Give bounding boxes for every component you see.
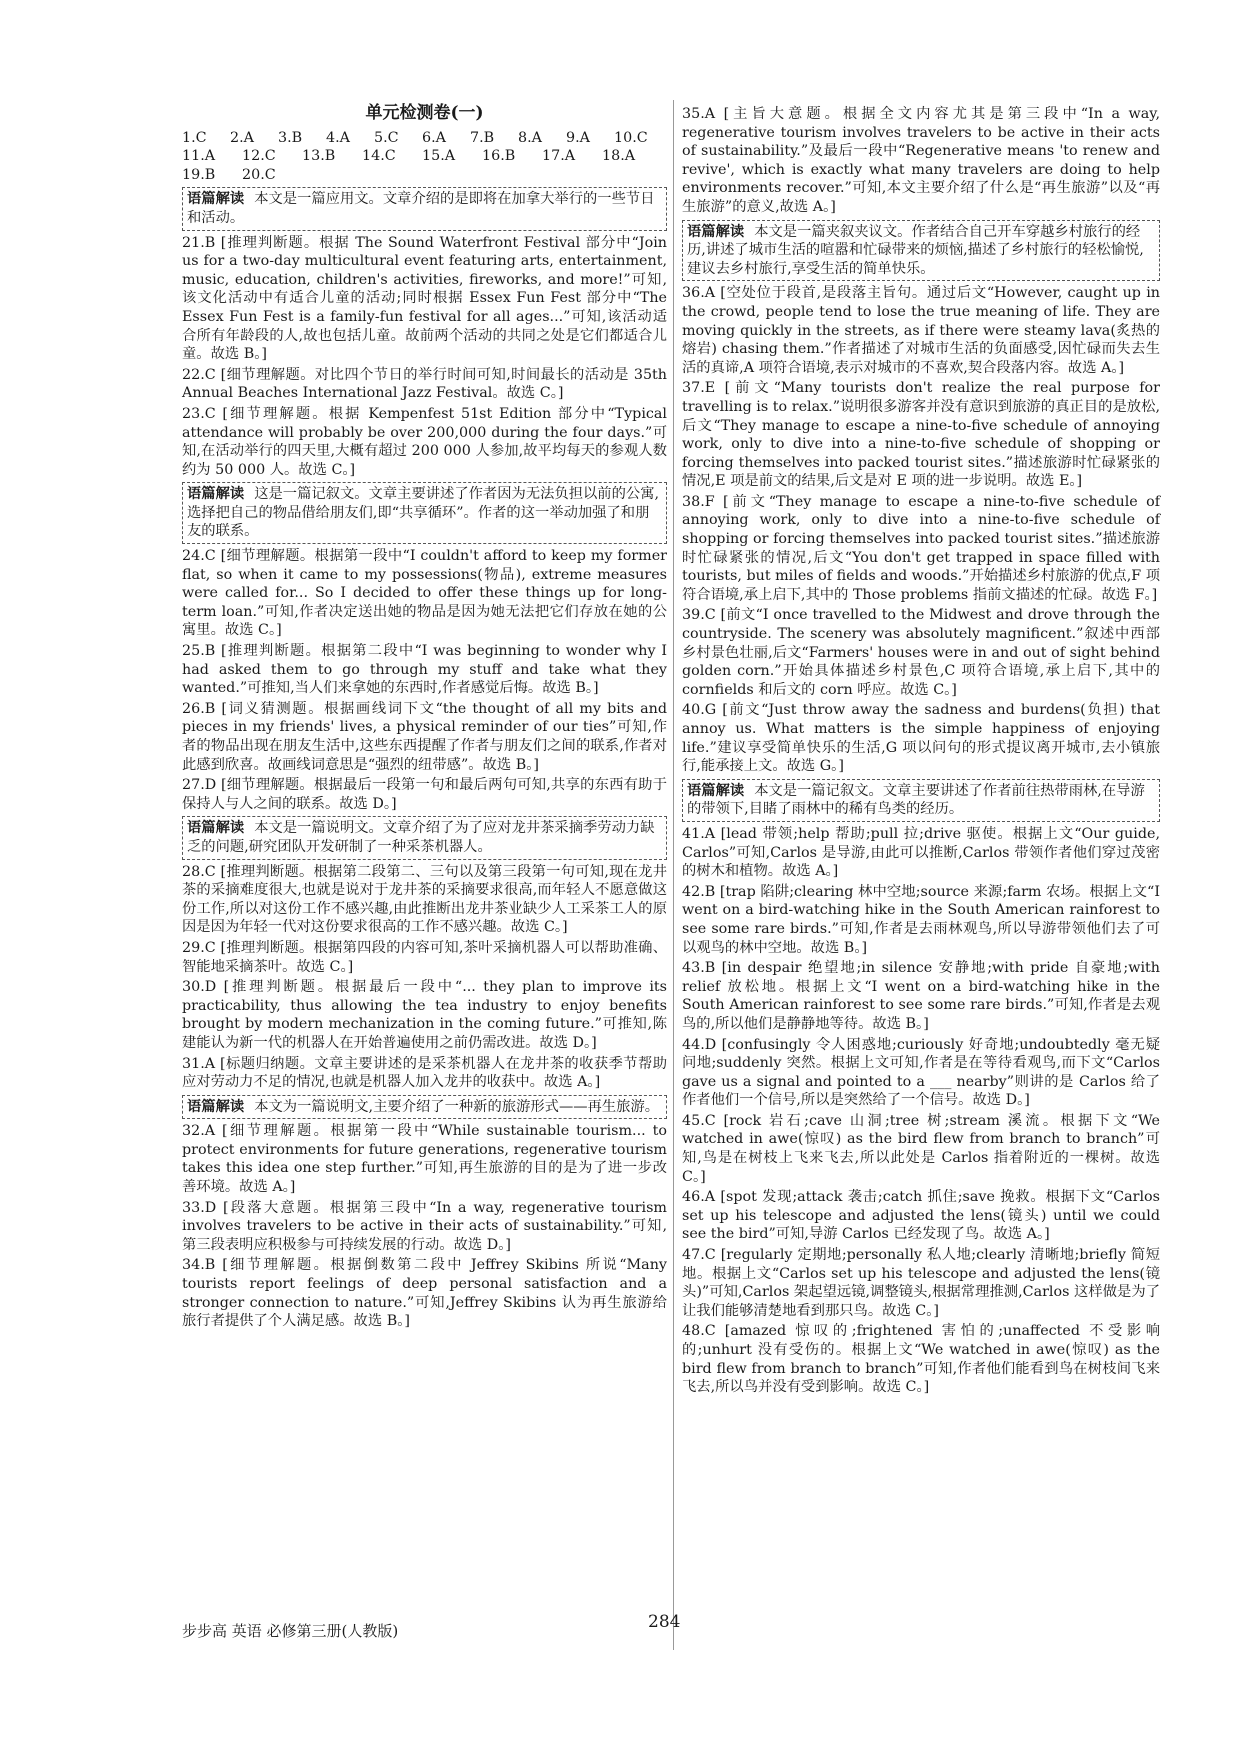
- answer: 12.C: [242, 148, 276, 165]
- passage-note: [182, 187, 667, 230]
- answer: 4.A: [326, 129, 350, 146]
- explanation-item: 44.D [confusingly 令人困惑地;curiously 好奇地;undoubtedly 毫无疑问地;suddenly 突然。根据上文可知,作者是在等待看观鸟,而下文“Carlos gave us a signal and pointed to a ___ nearby”则讲的是 Carlos 给了作者他们一个信号,所以是突然给了一个信号。故选 D。]: [682, 1036, 1160, 1109]
- passage-label: 语篇解读: [687, 223, 745, 240]
- explanation-item: 36.A [空处位于段首,是段落主旨句。通过后文“However, caught up in the crowd, people tend to lose the true meaning of life. They are moving quickly in the streets, as if there were steamy lava(炙热的熔岩) chasing them.”作者描述了对城市生活的负面感受,因忙碌而失去生活的真谛,A 项符合语境,表示对城市的不喜欢,契合段落内容。故选 A。]: [682, 285, 1160, 376]
- explanation-item: 25.B [推理判断题。根据第二段中“I was beginning to wonder why I had asked them to go through my stuff and take what they wanted.”可推知,当人们来拿她的东西时,作者感觉后悔。故选 B。]: [182, 643, 667, 697]
- answer: 20.C: [242, 166, 276, 183]
- answer: 3.B: [278, 129, 303, 146]
- explanation-item: 48.C [amazed 惊叹的;frightened 害怕的;unaffected 不受影响的;unhurt 没有受伤的。根据上文“We watched in awe(惊叹) as the bird flew from branch to branch”可知,作者他们能看到鸟在树枝间飞来飞去,所以鸟并没有受到影响。故选 C。]: [682, 1323, 1160, 1396]
- left-column: [182, 104, 667, 1333]
- explanation-item: 38.F [前文“They manage to escape a nine-to-five schedule of annoying work, only to dive into a nine-to-five schedule of shopping or forcing themselves into packed tourist sites.”描述旅游时忙碌紧张的情况,后文“You don't get trapped in space filled with tourists, but miles of fields and woods.”开始描述乡村旅游的优点,F 项符合语境,承上启下,其中的 Those problems 指前文描述的忙碌。故选 F。]: [682, 493, 1161, 603]
- explanation-item: 43.B [in despair 绝望地;in silence 安静地;with pride 自豪地;with relief 放松地。根据上文“I went on a bird-watching hike in the South American rainforest to see some rare birds.”可知,作者是去观鸟的,所以他们是静静地等待。故选 B。]: [682, 960, 1160, 1032]
- explanation-item: 34.B [细节理解题。根据倒数第二段中 Jeffrey Skibins 所说“Many tourists report feelings of deep personal satisfaction and a stronger connection to nature.”可知,Jeffrey Skibins 认为再生旅游给旅行者提供了个人满足感。故选 B。]: [182, 1257, 667, 1330]
- explanation-item: 47.C [regularly 定期地;personally 私人地;clearly 清晰地;briefly 简短地。根据上文“Carlos set up his telescope and adjusted the lens(镜头)”可知,Carlos 架起望远镜,调整镜头,根据常理推测,Carlos 这样做是为了让我们能够清楚地看到那只鸟。故选 C。]: [682, 1247, 1160, 1319]
- explanation-item: 28.C [推理判断题。根据第二段第二、三句以及第三段第一句可知,现在龙井茶的采摘难度很大,也就是说对于龙井茶的采摘要求很高,而年轻人不愿意做这份工作,所以对这份工作不感兴趣,由此推断出龙井茶业缺少人工采茶工人的原因是因为年轻一代对这份要求很高的工作不感兴趣。故选 C。]: [182, 863, 667, 936]
- explanation-item: 35.A [主旨大意题。根据全文内容尤其是第三段中“In a way, regenerative tourism involves travelers to be active in their acts of sustainability.”及最后一段中“Regenerative means 'to renew and revive', which is exactly what many travelers are doing to help environments recover.”可知,本文主要介绍了什么是“再生旅游”以及“再生旅游”的意义,故选 A。]: [682, 106, 1160, 215]
- answer: 6.A: [422, 129, 446, 146]
- answer: 17.A: [542, 148, 576, 165]
- answer: 5.C: [374, 129, 399, 146]
- passage-label: 语篇解读: [187, 820, 245, 837]
- explanation-item: 27.D [细节理解题。根据最后一段第一句和最后两句可知,共享的东西有助于保持人与人之间的联系。故选 D。]: [182, 777, 667, 812]
- answer: 10.C: [614, 129, 648, 146]
- explanation-item: 33.D [段落大意题。根据第三段中“In a way, regenerative tourism involves travelers to be active in their acts of sustainability.”可知,第三段表明应积极参与可持续发展的行动。故选 D。]: [182, 1199, 667, 1253]
- explanation-item: 42.B [trap 陷阱;clearing 林中空地;source 来源;farm 农场。根据上文“I went on a bird-watching hike in the South American rainforest to see some rare birds.”可知,作者是去雨林观鸟,所以导游带领他们去了可以观鸟的林中空地。故选 B。]: [682, 883, 1160, 956]
- answer-row: [182, 147, 667, 166]
- explanation-item: 45.C [rock 岩石;cave 山洞;tree 树;stream 溪流。根据下文“We watched in awe(惊叹) as the bird flew from branch to branch”可知,鸟是在树枝上飞来飞去,所以此处是 Carlos 指着附近的一棵树。故选 C。]: [682, 1112, 1160, 1185]
- page-number: 284: [648, 1612, 681, 1632]
- passage-note: [182, 482, 667, 544]
- answer: 7.B: [470, 129, 495, 146]
- answer: 8.A: [518, 129, 542, 146]
- passage-note: [682, 779, 1160, 822]
- section-title: 单元检测卷(一): [365, 103, 484, 123]
- explanation-item: 40.G [前文“Just throw away the sadness and burdens(负担) that annoy us. What matters is the simple happiness of enjoying life.”建议享受简单快乐的生活,G 项以问句的形式提议离开城市,去小镇旅行,能承接上文。故选 G。]: [682, 702, 1160, 775]
- passage-text: 这是一篇记叙文。文章主要讲述了作者因为无法负担以前的公寓,选择把自己的物品借给朋友们,即“共享循环”。作者的这一举动加强了和朋友的联系。: [187, 486, 660, 540]
- explanation-item: 41.A [lead 带领;help 帮助;pull 拉;drive 驱使。根据上文“Our guide, Carlos”可知,Carlos 是导游,由此可以推断,Carlos 带领作者他们穿过茂密的树木和植物。故选 A。]: [682, 825, 1160, 880]
- right-column: [682, 104, 1160, 1399]
- answer-row: [182, 129, 667, 148]
- answer: 19.B: [182, 166, 216, 183]
- explanation-item: 29.C [推理判断题。根据第四段的内容可知,茶叶采摘机器人可以帮助准确、智能地采摘茶叶。故选 C。]: [182, 939, 667, 975]
- answer: 13.B: [302, 148, 336, 165]
- passage-label: 语篇解读: [187, 1098, 245, 1115]
- passage-note: [182, 816, 667, 859]
- answer: 14.C: [362, 148, 396, 165]
- explanation-item: 21.B [推理判断题。根据 The Sound Waterfront Festival 部分中“Join us for a two-day multicultural event featuring arts, entertainment, music, education, children's activities, fireworks, and more!”可知,该文化活动中有适合儿童的活动;同时根据 Essex Fun Fest 部分中“The Essex Fun Fest is a family-fun festival for all ages...”可知,该活动适合所有年龄段的人,故也包括儿童。故前两个活动的共同之处是它们都适合儿童。故选 B。]: [182, 234, 667, 363]
- explanation-item: 22.C [细节理解题。对比四个节日的举行时间可知,时间最长的活动是 35th Annual Beaches International Jazz Festival。故选 C。]: [182, 366, 667, 402]
- passage-label: 语篇解读: [187, 191, 245, 208]
- answer: 15.A: [422, 148, 456, 165]
- answer: 11.A: [182, 148, 216, 165]
- explanation-item: 23.C [细节理解题。根据 Kempenfest 51st Edition 部分中“Typical attendance will probably be over 200,000 during the four days.”可知,在活动举行的四天里,大概有超过 200 000 人参加,故平均每天的参观人数约为 50 000 人。故选 C。]: [182, 405, 667, 478]
- explanation-item: 31.A [标题归纳题。文章主要讲述的是采茶机器人在龙井茶的收获季节帮助应对劳动力不足的情况,也就是机器人加入龙井的收获中。故选 A。]: [182, 1055, 667, 1091]
- answer-key: [182, 129, 667, 185]
- answer: 16.B: [482, 148, 516, 165]
- explanation-item: 30.D [推理判断题。根据最后一段中“... they plan to improve its practicability, thus allowing the tea industry to enjoy benefits brought by modern mechanization in the coming future.”可推知,陈建能认为新一代的机器人在开始普遍使用之前仍需改进。故选 D。]: [182, 979, 667, 1051]
- passage-text: 本文是一篇说明文。文章介绍了为了应对龙井茶采摘季劳动力缺乏的问题,研究团队开发研制了一种采茶机器人。: [187, 820, 655, 855]
- passage-note: [182, 1095, 667, 1120]
- answer: 9.A: [566, 129, 590, 146]
- passage-label: 语篇解读: [187, 486, 245, 503]
- explanation-item: 46.A [spot 发现;attack 袭击;catch 抓住;save 挽救。根据下文“Carlos set up his telescope and adjusted the lens(镜头) until we could see the bird”可知,导游 Carlos 已经发现了鸟。故选 A。]: [682, 1189, 1160, 1243]
- explanation-item: 37.E [前文“Many tourists don't realize the real purpose for travelling is to relax.”说明很多游客并没有意识到旅游的真正目的是放松,后文“They manage to escape a nine-to-five schedule of annoying work, only to dive into a nine-to-five schedule of shopping or forcing themselves into packed tourist sites.”描述旅游时忙碌紧张的情况,E 项是前文的结果,后文是对 E 项的进一步说明。故选 E。]: [682, 380, 1160, 490]
- passage-label: 语篇解读: [687, 782, 745, 799]
- answer: 18.A: [602, 148, 636, 165]
- answer: 1.C: [182, 129, 207, 146]
- book-title: 步步高 英语 必修第三册(人教版): [182, 1622, 399, 1640]
- passage-text: 本文为一篇说明文,主要介绍了一种新的旅游形式——再生旅游。: [254, 1098, 660, 1115]
- passage-text: 本文是一篇夹叙夹议文。作者结合自己开车穿越乡村旅行的经历,讲述了城市生活的喧嚣和忙碌带来的烦恼,描述了乡村旅行的轻松愉悦,建议去乡村旅行,享受生活的简单快乐。: [687, 223, 1144, 277]
- explanation-item: 32.A [细节理解题。根据第一段中“While sustainable tourism... to protect environments for future generations, regenerative tourism takes this idea one step further.”可知,再生旅游的目的是为了进一步改善环境。故选 A。]: [182, 1123, 667, 1196]
- explanation-item: 26.B [词义猜测题。根据画线词下文“the thought of all my bits and pieces in my friends' lives, a physical reminder of our ties”可知,作者的物品出现在朋友生活中,这些东西提醒了作者与朋友们之间的联系,作者对此感到欣喜。故画线词意思是“强烈的纽带感”。故选 B。]: [182, 700, 667, 773]
- answer-row: [182, 166, 667, 185]
- passage-text: 本文是一篇记叙文。文章主要讲述了作者前往热带雨林,在导游的带领下,目睹了雨林中的稀有鸟类的经历。: [687, 782, 1145, 818]
- passage-note: [682, 220, 1160, 282]
- column-divider: [673, 100, 674, 1650]
- answer: 2.A: [230, 129, 254, 146]
- explanation-item: 24.C [细节理解题。根据第一段中“I couldn't afford to keep my former flat, so when it came to my possessions(物品), extreme measures were called for... So I decided to offer these things up for long-term loan.”可知,作者决定送出她的物品是因为她无法把它们存放在她的公寓里。故选 C。]: [182, 548, 667, 639]
- passage-text: 本文是一篇应用文。文章介绍的是即将在加拿大举行的一些节日和活动。: [187, 191, 655, 226]
- explanation-item: 39.C [前文“I once travelled to the Midwest and drove through the countryside. The scenery was absolutely magnificent.”叙述中西部乡村景色壮丽,后文“Farmers' houses were in and out of sight behind golden corn.”开始具体描述乡村景色,C 项符合语境,承上启下,其中的 cornfields 和后文的 corn 呼应。故选 C。]: [682, 607, 1160, 698]
